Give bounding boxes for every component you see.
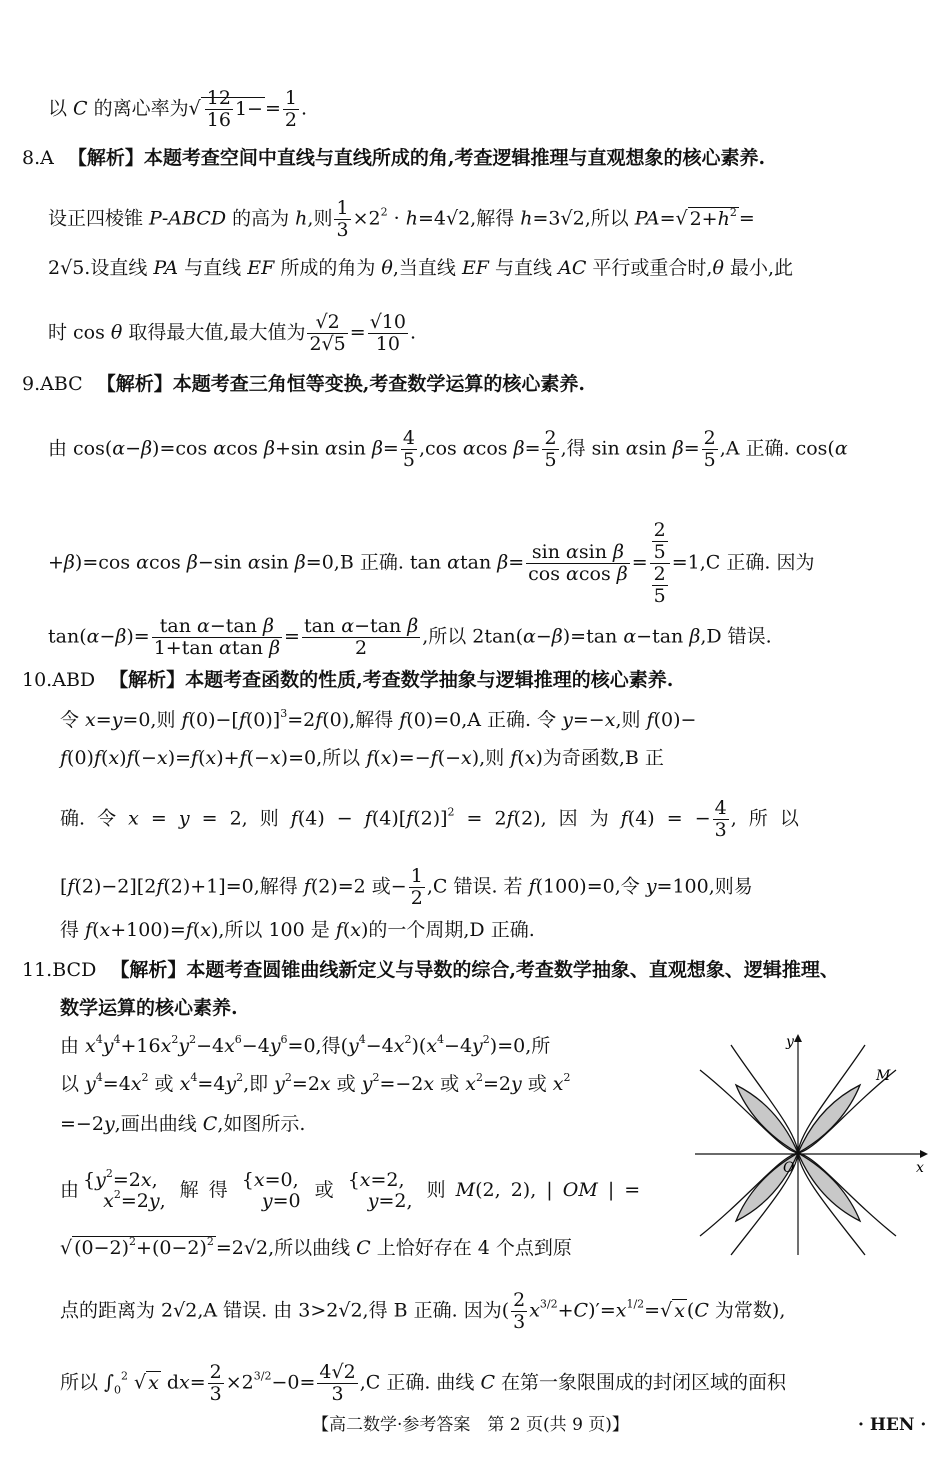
- x-axis-label: x: [916, 1160, 924, 1176]
- q11-line-6: 点的距离为 2√2,A 错误. 由 3>2√2,得 B 正确. 因为( $\frac{2}{3}$ $x^{3/2}+C)'=x^{1/2}=√$ x (C 为常数),: [60, 1289, 786, 1333]
- q9-heading: 9.ABC 【解析】本题考查三角恒等变换,考查数学运算的核心素养.: [22, 373, 585, 395]
- q8-heading: 8.A 【解析】本题考查空间中直线与直线所成的角,考查逻辑推理与直观想象的核心素养.: [22, 147, 766, 169]
- q11-line-1: 由 $x^4y^4+16x^2y^2-4x^6-4y^6=0$,得$(y^4-4x^2)(x^4-4y^2)=0$,所: [60, 1033, 551, 1057]
- footer-center: 【高二数学·参考答案 第 2 页(共 9 页)】: [312, 1415, 629, 1435]
- q9-line-1: 由 cos(α−β)=cos αcos β+sin αsin β= $\frac{4}{5}$ ,cos αcos β= $\frac{2}{5}$ ,得 sin αsin β= $\frac{2}{5}$ ,A 正确. cos(α: [48, 427, 848, 471]
- origin-label: O: [783, 1160, 795, 1176]
- q11-line-7: 所以 $\int_0^2$ √ x dx= $\frac{2}{3}$ $\times 2^{3/2}-0=$ $\frac{4√2}{3}$ ,C 正确. 曲线 C 在第一象限围成的封闭区域的面积: [60, 1361, 787, 1405]
- q10-line-1: 令 x=y=0,则 $f(0)-[f(0)]^3=2f(0)$,解得 f(0)=0,A 正确. 令 y=−x,则 f(0)−: [60, 707, 697, 731]
- point-m-label: M: [876, 1068, 891, 1084]
- q11-heading: 11.BCD 【解析】本题考查圆锥曲线新定义与导数的综合,考查数学抽象、直观想象、逻辑推理、: [22, 959, 839, 981]
- q11-line-3: =−2y,画出曲线 C,如图所示.: [60, 1113, 306, 1135]
- q10-line-4: [f(2)−2][2f(2)+1]=0,解得 f(2)=2 或− $\frac{1}{2}$ ,C 错误. 若 f(100)=0,令 y=100,则易: [60, 865, 753, 909]
- q11-line-2: 以 $y^4=4x^2$ 或 $x^4=4y^2$,即 $y^2=2x$ 或 $y^2=-2x$ 或 $x^2=2y$ 或 $x^2$: [60, 1071, 571, 1095]
- q10-line-5: 得 f(x+100)=f(x),所以 100 是 f(x)的一个周期,D 正确.: [60, 919, 535, 941]
- q11-line-4: 由 {$y^2=2x$, $x^2=2y$, 解 得 {x=0, y=0 或 {x=2, y=2, 则 M(2, 2), | OM | =: [60, 1167, 641, 1212]
- q8-line-3: 时 cos θ 取得最大值,最大值为 $\frac{√2}{2√5}$ = $\frac{√10}{10}$ .: [48, 311, 417, 355]
- footer-right: · HEN ·: [858, 1415, 927, 1435]
- line-01: 以 C 的离心率为√ $\frac{12}{16}$ 1− = $\frac{1}{2}$ .: [48, 87, 308, 131]
- x-axis-arrow: [920, 1150, 928, 1158]
- q11-heading-2: 数学运算的核心素养.: [60, 997, 238, 1019]
- petal-q4: [798, 1153, 860, 1221]
- y-axis-arrow: [794, 1034, 802, 1042]
- q9-line-2: +β)=cos αcos β−sin αsin β=0,B 正确. tan αtan β= $\frac{\text{sin αsin β}}{\text{cos αcos β}}$ = $\frac{\frac{2}{5}}{\frac{2}{5}}$ =1,C 正确. 因为: [48, 519, 815, 607]
- y-axis-label: y: [786, 1034, 794, 1050]
- q10-heading: 10.ABD 【解析】本题考查函数的性质,考查数学抽象与逻辑推理的核心素养.: [22, 669, 674, 691]
- parabola-right: [798, 1045, 865, 1255]
- q8-line-1: 设正四棱锥 P-ABCD 的高为 h,则 $\frac{1}{3}$ $\times 2^2 \cdot h=4√2$,解得 h=3√2,所以 PA=√ $2+h^2$ =: [48, 197, 755, 241]
- q11-line-5: √ $(0-2)^2+(0-2)^2 =2√2$,所以曲线 C 上恰好存在 4 个点到原: [60, 1235, 572, 1259]
- q10-line-3: 确. 令 x = y = 2, 则 $f(4) - f(4)[f(2)]^2 = 2f(2)$, 因 为 f(4) = − $\frac{4}{3}$ , 所 以: [60, 797, 799, 841]
- curve-figure: [690, 1030, 935, 1260]
- parabola-left: [731, 1045, 798, 1255]
- q10-line-2: f(0)f(x)f(−x)=f(x)+f(−x)=0,所以 f(x)=−f(−x),则 f(x)为奇函数,B 正: [60, 747, 664, 769]
- q8-line-2: 2√5.设直线 PA 与直线 EF 所成的角为 θ,当直线 EF 与直线 AC 平行或重合时,θ 最小,此: [48, 257, 793, 279]
- q9-line-3: tan(α−β)= $\frac{\text{tan α−tan β}}{\text{1+tan αtan β}}$ = $\frac{\text{tan α−tan β}}{2}$ ,所以 2tan(α−β)=tan α−tan β,D 错误.: [48, 615, 772, 659]
